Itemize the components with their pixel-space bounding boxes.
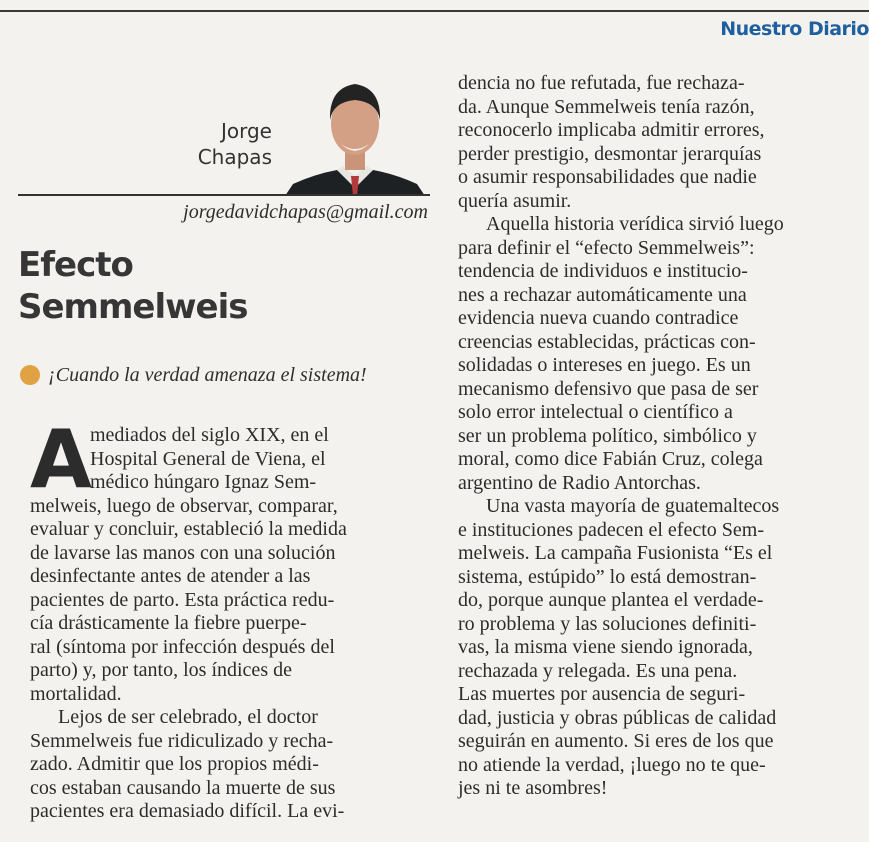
text-line: argentino de Radio Antorchas. bbox=[458, 471, 701, 494]
text-line: desinfectante antes de atender a las bbox=[30, 565, 311, 587]
text-line: Aquella historia verídica sirvió luego bbox=[486, 213, 784, 235]
text-line: evaluar y concluir, estableció la medida bbox=[30, 518, 347, 540]
text-line: solidadas o intereses en juego. Es un bbox=[458, 354, 751, 376]
bullet-dot-icon bbox=[20, 365, 40, 385]
text-line: nes a rechazar automáticamente una bbox=[458, 283, 747, 306]
text-line: reconocerlo implicaba admitir errores, bbox=[458, 119, 765, 141]
text-line: o asumir responsabilidades que nadie bbox=[458, 166, 757, 188]
author-email: jorgedavidchapas@gmail.com bbox=[183, 201, 428, 223]
text-line: ral (síntoma por infección después del bbox=[30, 635, 335, 658]
text-line: médico húngaro Ignaz Sem- bbox=[90, 471, 317, 493]
text-line: zado. Admitir que los propios médi- bbox=[30, 753, 319, 775]
text-line: mecanismo defensivo que pasa de ser bbox=[458, 377, 759, 400]
text-line: solo error intelectual o científico a bbox=[458, 401, 733, 423]
text-line: moral, como dice Fabián Cruz, colega bbox=[458, 448, 763, 470]
text-line: no atiende la verdad, ¡luego no te que- bbox=[458, 753, 766, 776]
text-line: do, porque aunque plantea el verdade- bbox=[458, 589, 764, 611]
headline-line-1: Efecto bbox=[18, 245, 133, 285]
text-line: jes ni te asombres! bbox=[458, 777, 608, 799]
text-line: pacientes era demasiado difícil. La evi- bbox=[30, 800, 345, 822]
text-line: rechazada y relegada. Es una pena. bbox=[458, 659, 738, 682]
text-line: Lejos de ser celebrado, el doctor bbox=[58, 706, 318, 728]
text-line: creencias establecidas, prácticas con- bbox=[458, 330, 756, 353]
left-column bbox=[30, 413, 430, 824]
drop-cap: A bbox=[30, 413, 92, 506]
text-line: Semmelweis fue ridiculizado y recha- bbox=[30, 729, 334, 752]
text-line: Las muertes por ausencia de seguri- bbox=[458, 683, 746, 705]
text-line: mediados del siglo XIX, en el bbox=[90, 424, 329, 446]
author-last-name: Chapas bbox=[197, 145, 272, 169]
text-line: de lavarse las manos con una solución bbox=[30, 541, 336, 564]
byline-rule bbox=[18, 194, 430, 196]
text-line: mortalidad. bbox=[30, 682, 122, 705]
text-line: vas, la misma viene siendo ignorada, bbox=[458, 636, 753, 658]
text-line: Una vasta mayoría de guatemaltecos bbox=[486, 495, 780, 517]
text-line: pacientes de parto. Esta práctica redu- bbox=[30, 588, 335, 611]
text-line: perder prestigio, desmontar jerarquías bbox=[458, 142, 762, 165]
author-first-name: Jorge bbox=[220, 119, 272, 143]
text-line: sistema, estúpido” lo está demostran- bbox=[458, 565, 757, 588]
text-line: evidencia nueva cuando contradice bbox=[458, 307, 739, 329]
text-line: e instituciones padecen el efecto Sem- bbox=[458, 518, 764, 541]
text-line: para definir el “efecto Semmelweis”: bbox=[458, 236, 755, 259]
subhead-text: ¡Cuando la verdad amenaza el sistema! bbox=[48, 364, 367, 386]
text-line: ro problema y las soluciones definiti- bbox=[458, 612, 757, 635]
text-line: cos estaban causando la muerte de sus bbox=[30, 776, 336, 799]
top-rule bbox=[0, 10, 869, 12]
subhead bbox=[20, 364, 430, 387]
right-column bbox=[458, 72, 858, 801]
text-line: da. Aunque Semmelweis tenía razón, bbox=[458, 95, 755, 118]
text-line: Hospital General de Viena, el bbox=[90, 447, 326, 470]
text-line: dad, justicia y obras públicas de calidad bbox=[458, 706, 777, 729]
text-line: cía drásticamente la fiebre puerpe- bbox=[30, 612, 307, 634]
text-line: seguirán en aumento. Si eres de los que bbox=[458, 730, 774, 752]
masthead: Nuestro Diario bbox=[720, 18, 869, 40]
text-line: ser un problema político, simbólico y bbox=[458, 424, 757, 447]
text-line: melweis. La campaña Fusionista “Es el bbox=[458, 542, 773, 564]
author-name bbox=[190, 118, 272, 170]
headline bbox=[18, 244, 318, 328]
text-line: dencia no fue refutada, fue rechaza- bbox=[458, 72, 745, 94]
text-line: quería asumir. bbox=[458, 189, 572, 212]
author-photo bbox=[285, 68, 425, 196]
text-line: tendencia de individuos e institucio- bbox=[458, 260, 748, 282]
text-line: melweis, luego de observar, comparar, bbox=[30, 494, 338, 517]
text-line: parto) y, por tanto, los índices de bbox=[30, 659, 292, 681]
headline-line-2: Semmelweis bbox=[18, 287, 248, 327]
